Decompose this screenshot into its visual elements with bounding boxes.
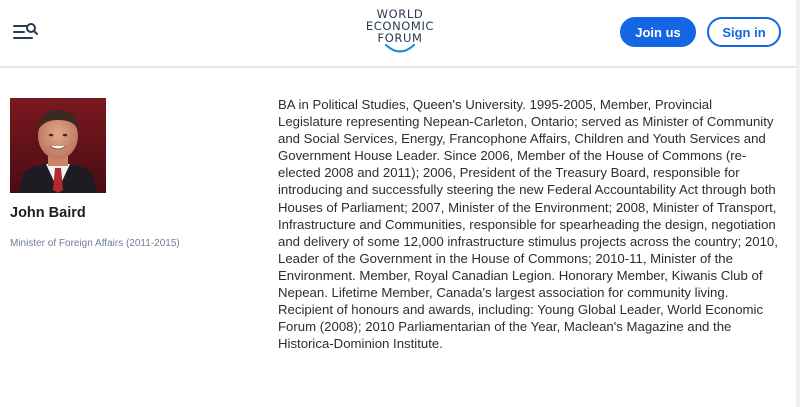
person-name: John Baird (10, 205, 86, 221)
menu-search-button[interactable] (12, 20, 40, 44)
join-us-button[interactable]: Join us (620, 17, 696, 47)
portrait-image (10, 98, 106, 193)
profile-photo (10, 98, 106, 193)
person-role: Minister of Foreign Affairs (2011-2015) (10, 238, 180, 249)
menu-search-icon (12, 20, 40, 44)
logo-line-2: ECONOMIC (365, 19, 435, 33)
site-header (0, 0, 800, 66)
wef-logo[interactable] (340, 8, 460, 58)
person-bio: BA in Political Studies, Queen's University. 1995-2005, Member, Provincial Legislature representing Nepean-Carleton, Ontario; served as Minister of Community and Social Services, Energy, Francophone Affairs, Children and Youth Services and Government House Leader. Since 2006, Member of the House of Commons (re-elected 2008 and 2011); 2006, President of the Treasury Board, responsible for introducing and successfully steering the new Federal Accountability Act through both Houses of Parliament; 2007, Minister of the Environment; 2008, Minister of Transport, Infrastructure and Communities, responsible for spearheading the design, negotiation and delivery of some 12,000 infrastructure stimulus projects across the country; 2010, Leader of the Government in the House of Commons; 2010-11, Minister of the Environment. Member, Royal Canadian Legion. Honorary Member, Kiwanis Club of Nepean. Lifetime Member, Canada's largest association for community living. Recipient of honours and awards, including: Young Global Leader, World Economic Forum (2008); 2010 Parliamentarian of the Year, Maclean's Magazine and the Historica-Dominion Institute. (278, 97, 778, 352)
header-divider (0, 66, 800, 68)
sign-in-button[interactable]: Sign in (707, 17, 781, 47)
logo-arc-icon (384, 42, 416, 56)
logo-line-3: FORUM (377, 31, 423, 45)
logo-line-1: WORLD (376, 7, 424, 21)
page-scrollbar[interactable] (796, 0, 800, 407)
